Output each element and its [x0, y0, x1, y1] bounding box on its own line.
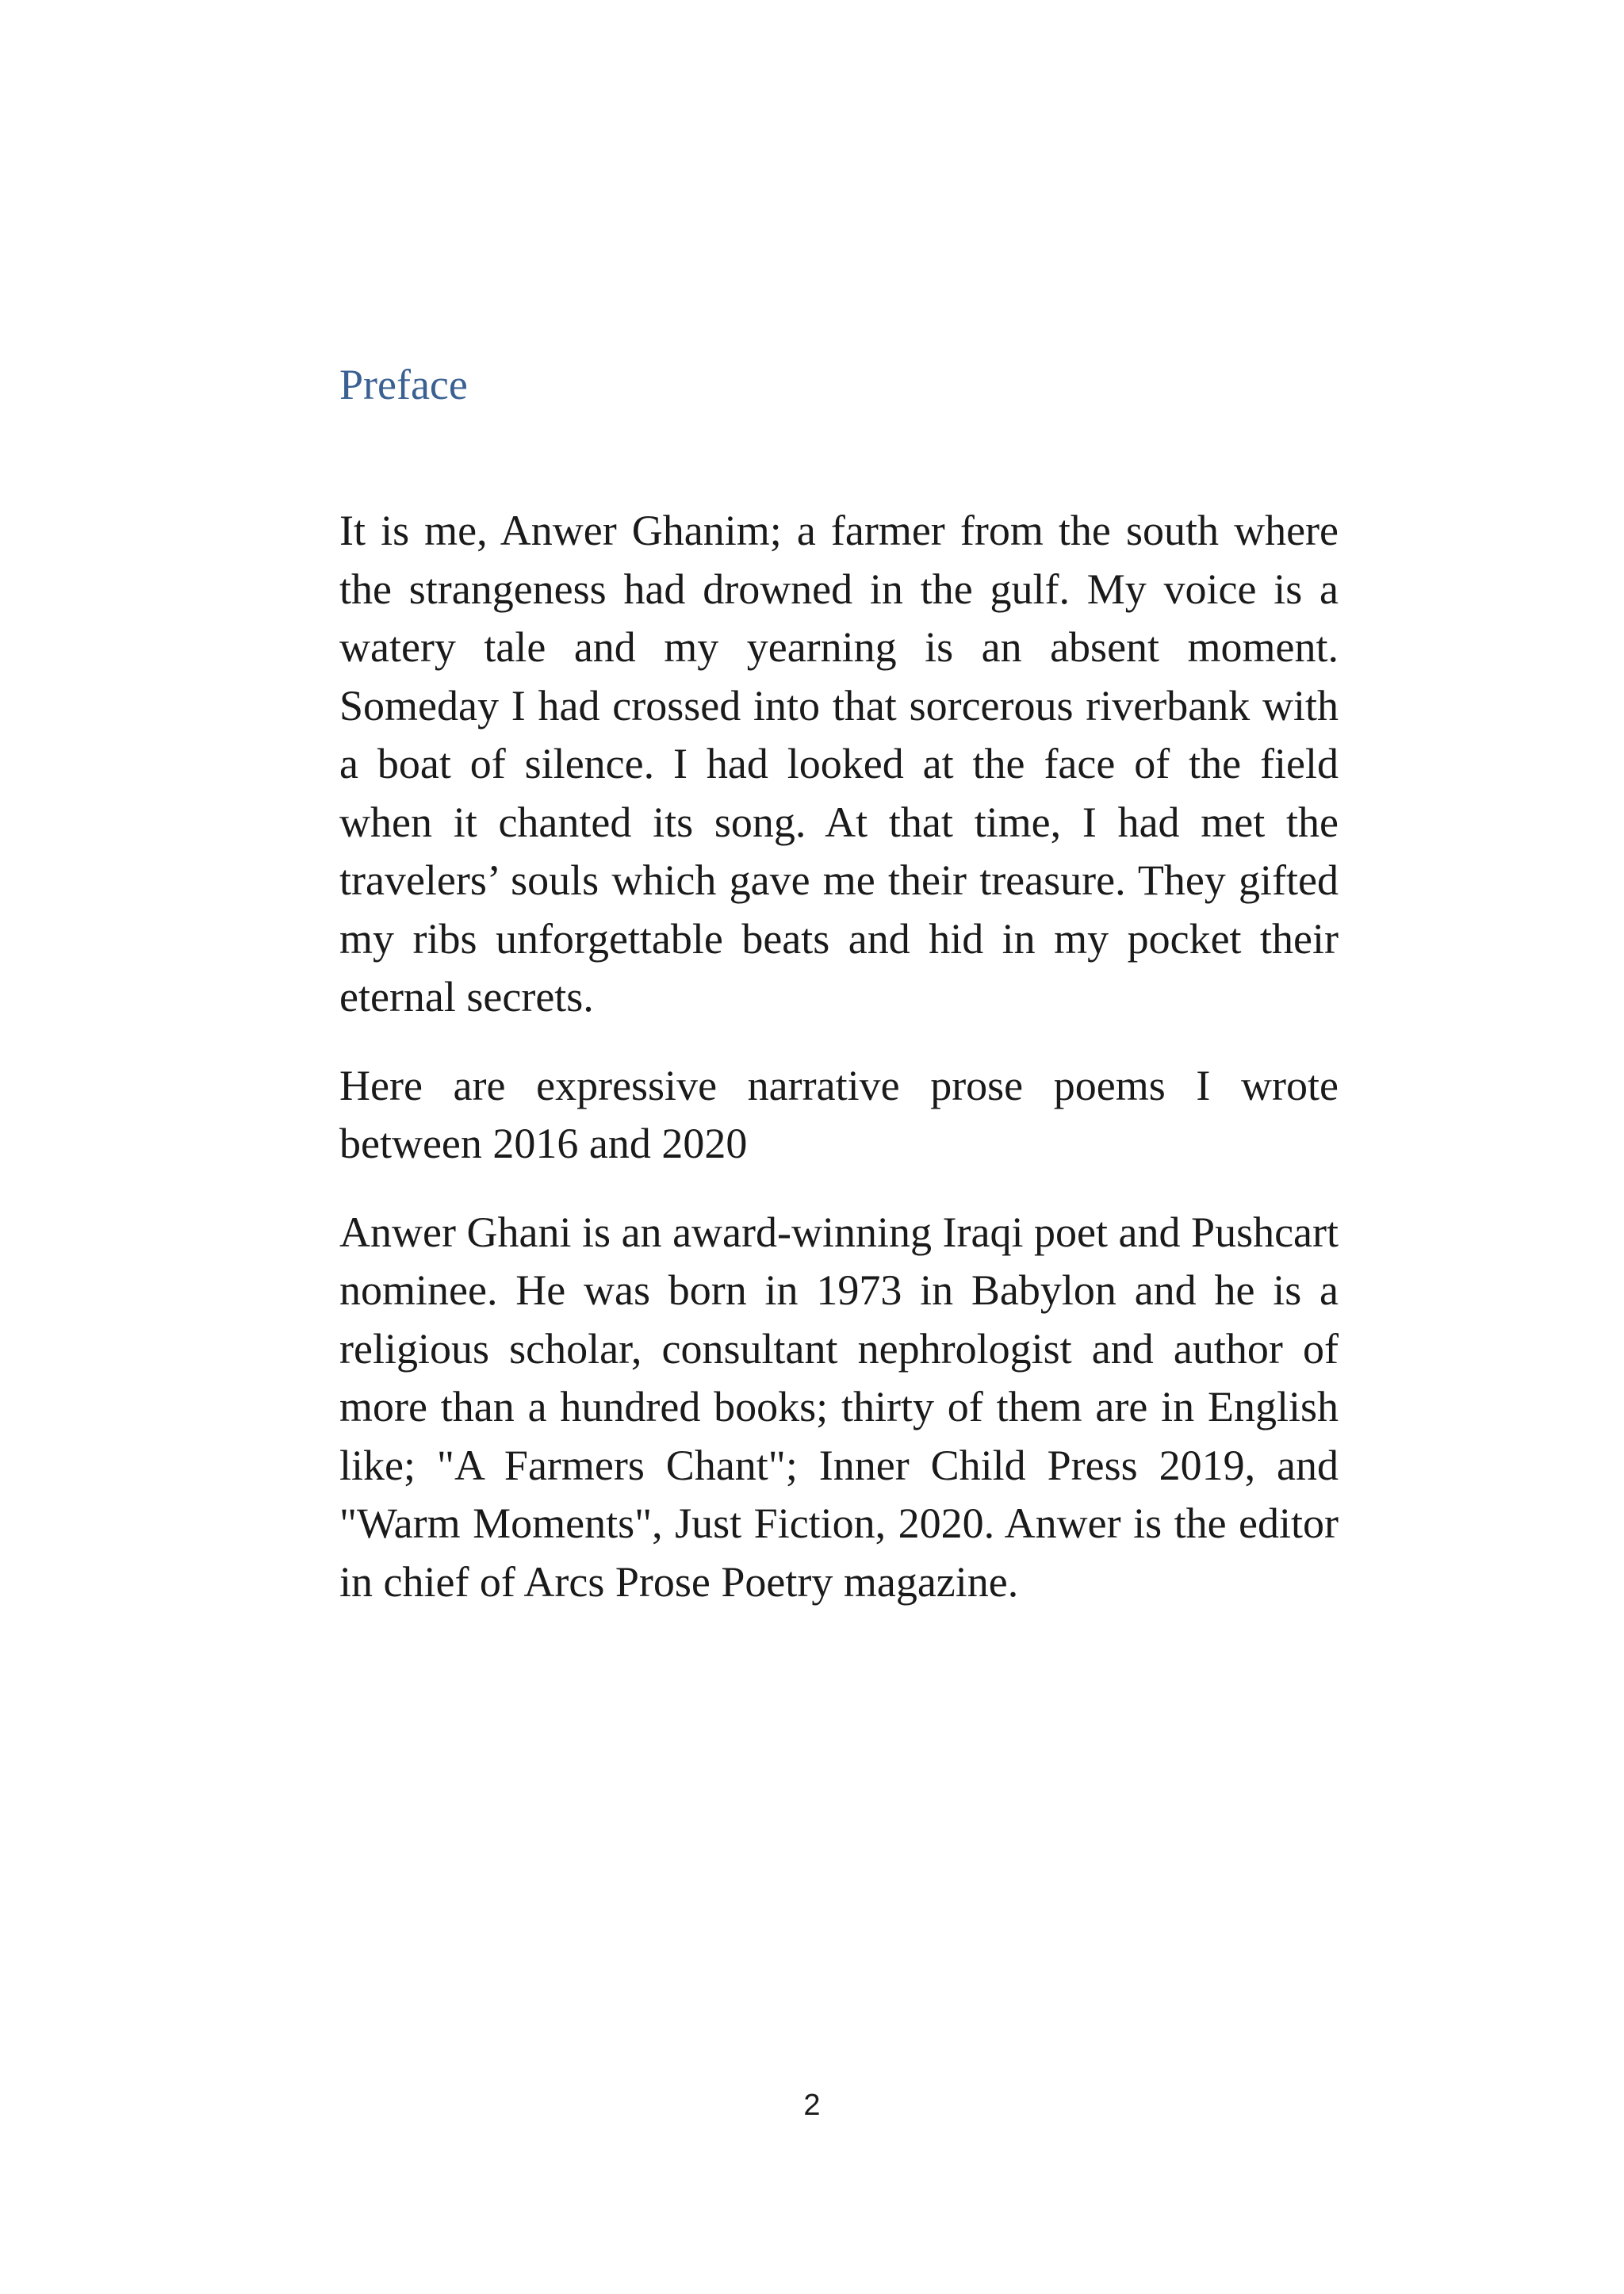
body-text — [339, 502, 1339, 1641]
page-number: 2 — [803, 2089, 821, 2122]
paragraph-author-bio: Anwer Ghani is an award-winning Iraqi poet and Pushcart nominee. He was born in 1973 in Babylon and he is a religious scholar, consultant nephrologist and author of more than a hundred books; thirty of them are in English like; "A Farmers Chant"; Inner Child Press 2019, and "Warm Moments", Just Fiction, 2020. Anwer is the editor in chief of Arcs Prose Poetry magazine. — [339, 1208, 1339, 1606]
section-heading: Preface — [339, 361, 468, 408]
paragraph-summary: Here are expressive narrative prose poems I wrote between 2016 and 2020 — [339, 1061, 1339, 1167]
paragraph-intro: It is me, Anwer Ghanim; a farmer from the south where the strangeness had drowned in the gulf. My voice is a watery tale and my yearning is an absent moment. Someday I had crossed into that sorcerous riverbank with a boat of silence. I had looked at the face of the field when it chanted its song. At that time, I had met the travelers’ souls which gave me their treasure. They gifted my ribs unforgettable beats and hid in my pocket their eternal secrets. — [339, 507, 1339, 1021]
